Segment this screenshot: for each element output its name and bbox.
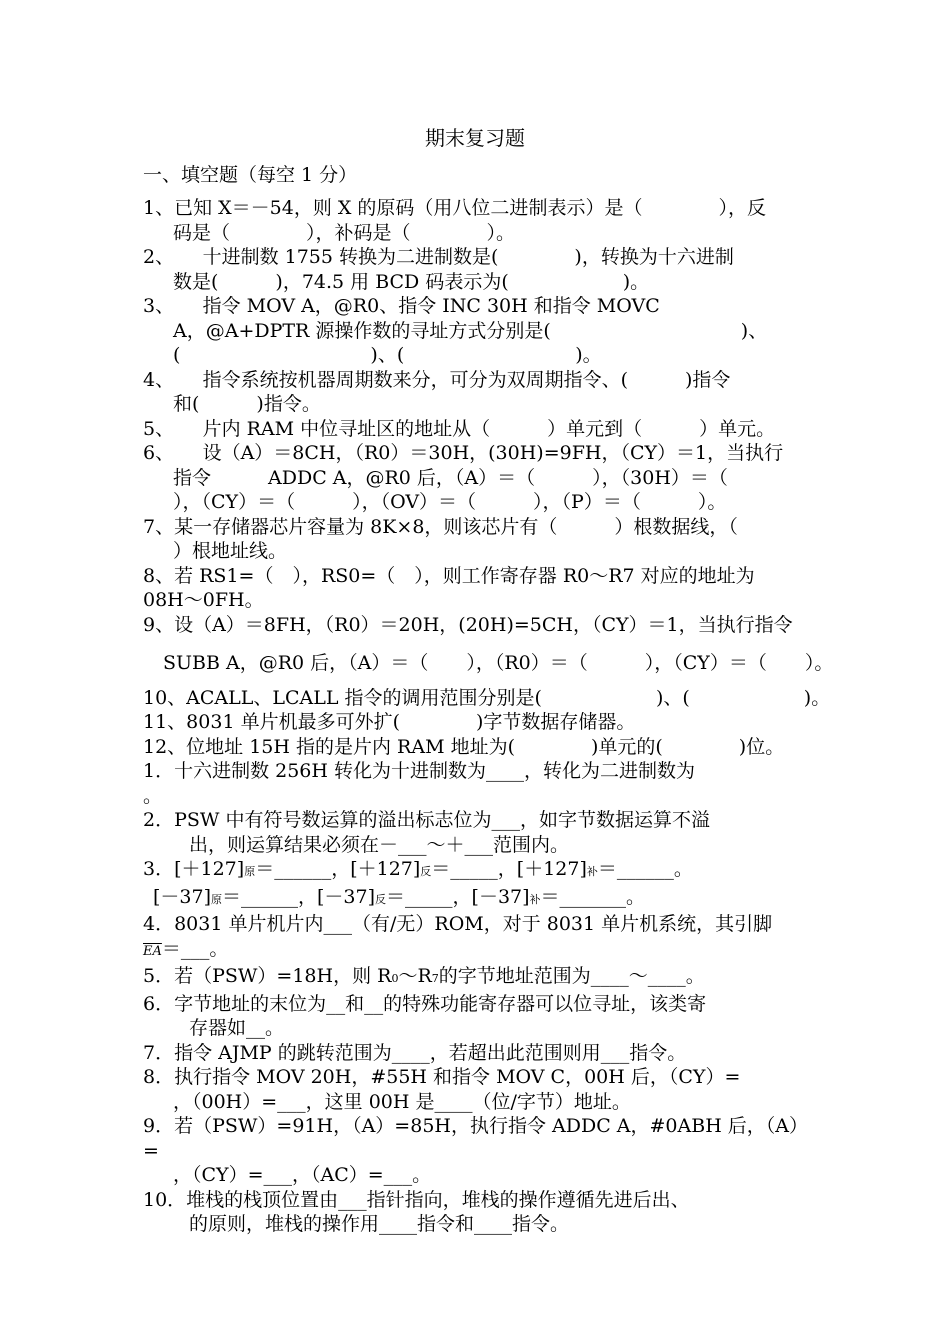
question-line: ）根地址线。 — [173, 540, 288, 562]
text-run: 3．[＋127] — [143, 858, 245, 880]
subscript: 0 — [391, 972, 399, 985]
question-line: ( )、( )。 — [173, 344, 602, 366]
question-line: 9、设（A）＝8FH，（R0）＝20H，(20H)=5CH，（CY）＝1，当执行指令 — [143, 613, 793, 636]
question-line: 5、 片内 RAM 中位寻址区的地址从（ ）单元到（ ）单元。 — [143, 417, 776, 440]
question-line: 2．PSW 中有符号数运算的溢出标志位为___，如字节数据运算不溢 — [143, 809, 710, 831]
subscript: 7 — [431, 972, 439, 985]
text-run: ＝______，[－37] — [222, 885, 376, 908]
ea-pin-label: $\overline{EA}$ — [143, 943, 162, 959]
question-line: ），（CY）＝（ ），（OV）＝（ ），（P）＝（ ）。 — [173, 491, 727, 513]
question-line: 11、8031 单片机最多可外扩( )字节数据存储器。 — [143, 711, 636, 733]
question-line: 的原则，堆栈的操作用____指令和____指令。 — [189, 1213, 570, 1235]
subscript: 补 — [586, 865, 598, 878]
text-run: ～R — [398, 965, 432, 987]
question-line: 2、 十进制数 1755 转换为二进制数是( )，转换为十六进制 — [143, 246, 734, 268]
question-line: 和( )指令。 — [173, 393, 321, 415]
question-list — [143, 196, 834, 1237]
question-line: 码是（ ），补码是（ ）。 — [173, 221, 516, 244]
text-run: [－37] — [153, 885, 212, 908]
question-line: 9．若（PSW）=91H，（A）=85H，执行指令 ADDC A，#0ABH 后，（A）= — [143, 1115, 809, 1162]
question-line: 10、ACALL、LCALL 指令的调用范围分别是( )、( )。 — [143, 686, 831, 709]
subscript: 反 — [420, 865, 432, 878]
text-run: ＝_____，[＋127] — [431, 858, 587, 880]
question-line: 4、 指令系统按机器周期数来分，可分为双周期指令、( )指令 — [143, 368, 731, 391]
question-line: ，（00H）=___，这里 00H 是____（位/字节）地址。 — [173, 1090, 631, 1113]
question-line: 6．字节地址的末位为__和__的特殊功能寄存器可以位寻址，该类寄 — [143, 992, 707, 1015]
question-line — [143, 885, 809, 913]
question-line: 3、 指令 MOV A，@R0、指令 INC 30H 和指令 MOVC — [143, 295, 660, 317]
question-line: SUBB A，@R0 后，（A）＝（ ），（R0）＝（ ），（CY）＝（ ）。 — [163, 652, 834, 674]
question-line: 7．指令 AJMP 的跳转范围为____，若超出此范围则用___指令。 — [143, 1041, 687, 1064]
text-run: 的字节地址范围为____～____。 — [438, 965, 705, 987]
text-run: ＝_______。 — [540, 885, 646, 908]
question-line: A，@A+DPTR 源操作数的寻址方式分别是( )、 — [173, 319, 768, 342]
question-line: 指令 ADDC A，@R0 后，（A）＝（ ），（30H）＝（ — [173, 466, 728, 489]
question-line: 1、已知 X＝－54，则 X 的原码（用八位二进制表示）是（ ），反 — [143, 197, 766, 219]
subscript: 原 — [244, 865, 256, 878]
question-line — [143, 857, 809, 885]
question-line: 8、若 RS1=（ ），RS0=（ ），则工作寄存器 R0～R7 对应的地址为 — [143, 564, 755, 587]
question-line: 出，则运算结果必须在－___～＋___范围内。 — [189, 833, 570, 856]
text-run: ＝_____，[－37] — [386, 885, 530, 908]
question-line: 。 — [143, 784, 163, 807]
question-line: 12、位地址 15H 指的是片内 RAM 地址为( )单元的( )位。 — [143, 735, 785, 758]
text-run: ＝___。 — [161, 937, 229, 960]
question-line: 存器如__。 — [189, 1017, 285, 1039]
question-line: 6、 设（A）＝8CH，（R0）＝30H，(30H)=9FH，（CY）＝1，当执行 — [143, 442, 784, 464]
question-line: 8．执行指令 MOV 20H，#55H 和指令 MOV C，00H 后，（CY）= — [143, 1066, 741, 1088]
question-line: 08H～0FH。 — [143, 589, 264, 611]
question-line — [143, 964, 809, 992]
text-run: ＝______，[＋127] — [255, 858, 421, 880]
subscript: 补 — [529, 892, 541, 906]
question-line: 4．8031 单片机片内___（有/无）ROM，对于 8031 单片机系统，其引脚 — [143, 913, 773, 935]
question-line: ，（CY）=___，（AC）=___。 — [173, 1164, 432, 1186]
question-line: 10．堆栈的栈顶位置由___指针指向，堆栈的操作遵循先进后出、 — [143, 1188, 690, 1211]
question-line: 7、某一存储器芯片容量为 8K×8，则该芯片有（ ）根数据线，（ — [143, 515, 738, 538]
subscript: 反 — [375, 892, 387, 906]
question-line: 数是( )，74.5 用 BCD 码表示为( )。 — [173, 270, 650, 293]
subscript: 原 — [211, 892, 223, 906]
text-run: 5．若（PSW）=18H，则 R — [143, 965, 392, 987]
text-run: ＝______。 — [597, 858, 693, 880]
section-heading: 一、填空题（每空 1 分） — [143, 164, 358, 186]
page-title: 期末复习题 — [425, 126, 525, 150]
question-line: 1．十六进制数 256H 转化为十进制数为____，转化为二进制数为 — [143, 760, 696, 782]
question-line — [143, 937, 809, 965]
